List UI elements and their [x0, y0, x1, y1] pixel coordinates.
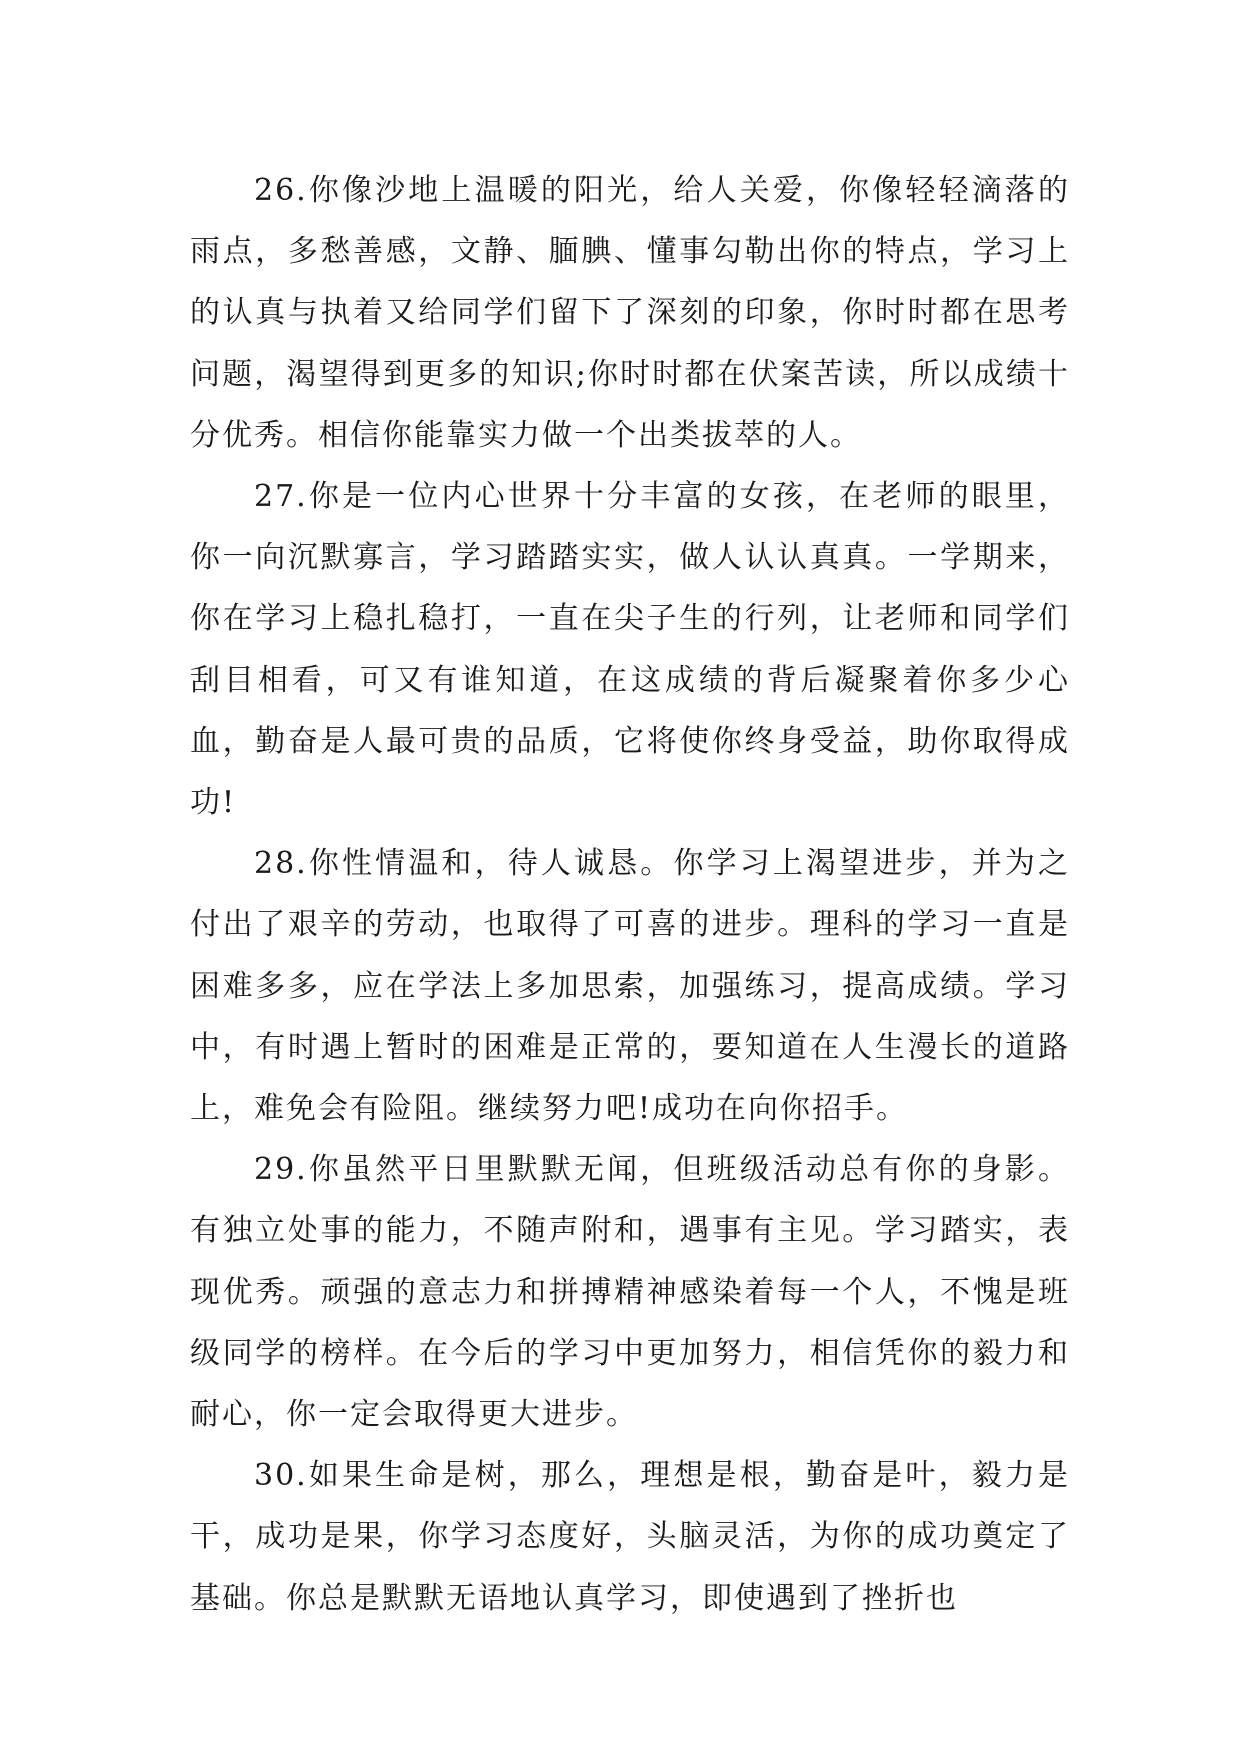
paragraph-30: 30.如果生命是树，那么，理想是根，勤奋是叶，毅力是干，成功是果，你学习态度好，头脑灵活，为你的成功奠定了基础。你总是默默无语地认真学习，即使遇到了挫折也	[190, 1458, 1070, 1616]
document-body	[190, 160, 1070, 1629]
paragraph-29: 29.你虽然平日里默默无闻，但班级活动总有你的身影。有独立处事的能力，不随声附和，遇事有主见。学习踏实，表现优秀。顽强的意志力和拼搏精神感染着每一个人，不愧是班级同学的榜样。在今后的学习中更加努力，相信凭你的毅力和耐心，你一定会取得更大进步。	[190, 1152, 1070, 1433]
paragraph-28: 28.你性情温和，待人诚恳。你学习上渴望进步，并为之付出了艰辛的劳动，也取得了可喜的进步。理科的学习一直是困难多多，应在学法上多加思索，加强练习，提高成绩。学习中，有时遇上暂时的困难是正常的，要知道在人生漫长的道路上，难免会有险阻。继续努力吧!成功在向你招手。	[190, 846, 1070, 1127]
paragraph-26: 26.你像沙地上温暖的阳光，给人关爱，你像轻轻滴落的雨点，多愁善感，文静、腼腆、懂事勾勒出你的特点，学习上的认真与执着又给同学们留下了深刻的印象，你时时都在思考问题，渴望得到更多的知识;你时时都在伏案苦读，所以成绩十分优秀。相信你能靠实力做一个出类拔萃的人。	[190, 173, 1070, 453]
paragraph-27: 27.你是一位内心世界十分丰富的女孩，在老师的眼里，你一向沉默寡言，学习踏踏实实，做人认认真真。一学期来，你在学习上稳扎稳打，一直在尖子生的行列，让老师和同学们刮目相看，可又有谁知道，在这成绩的背后凝聚着你多少心血，勤奋是人最可贵的品质，它将使你终身受益，助你取得成功!	[190, 479, 1070, 821]
